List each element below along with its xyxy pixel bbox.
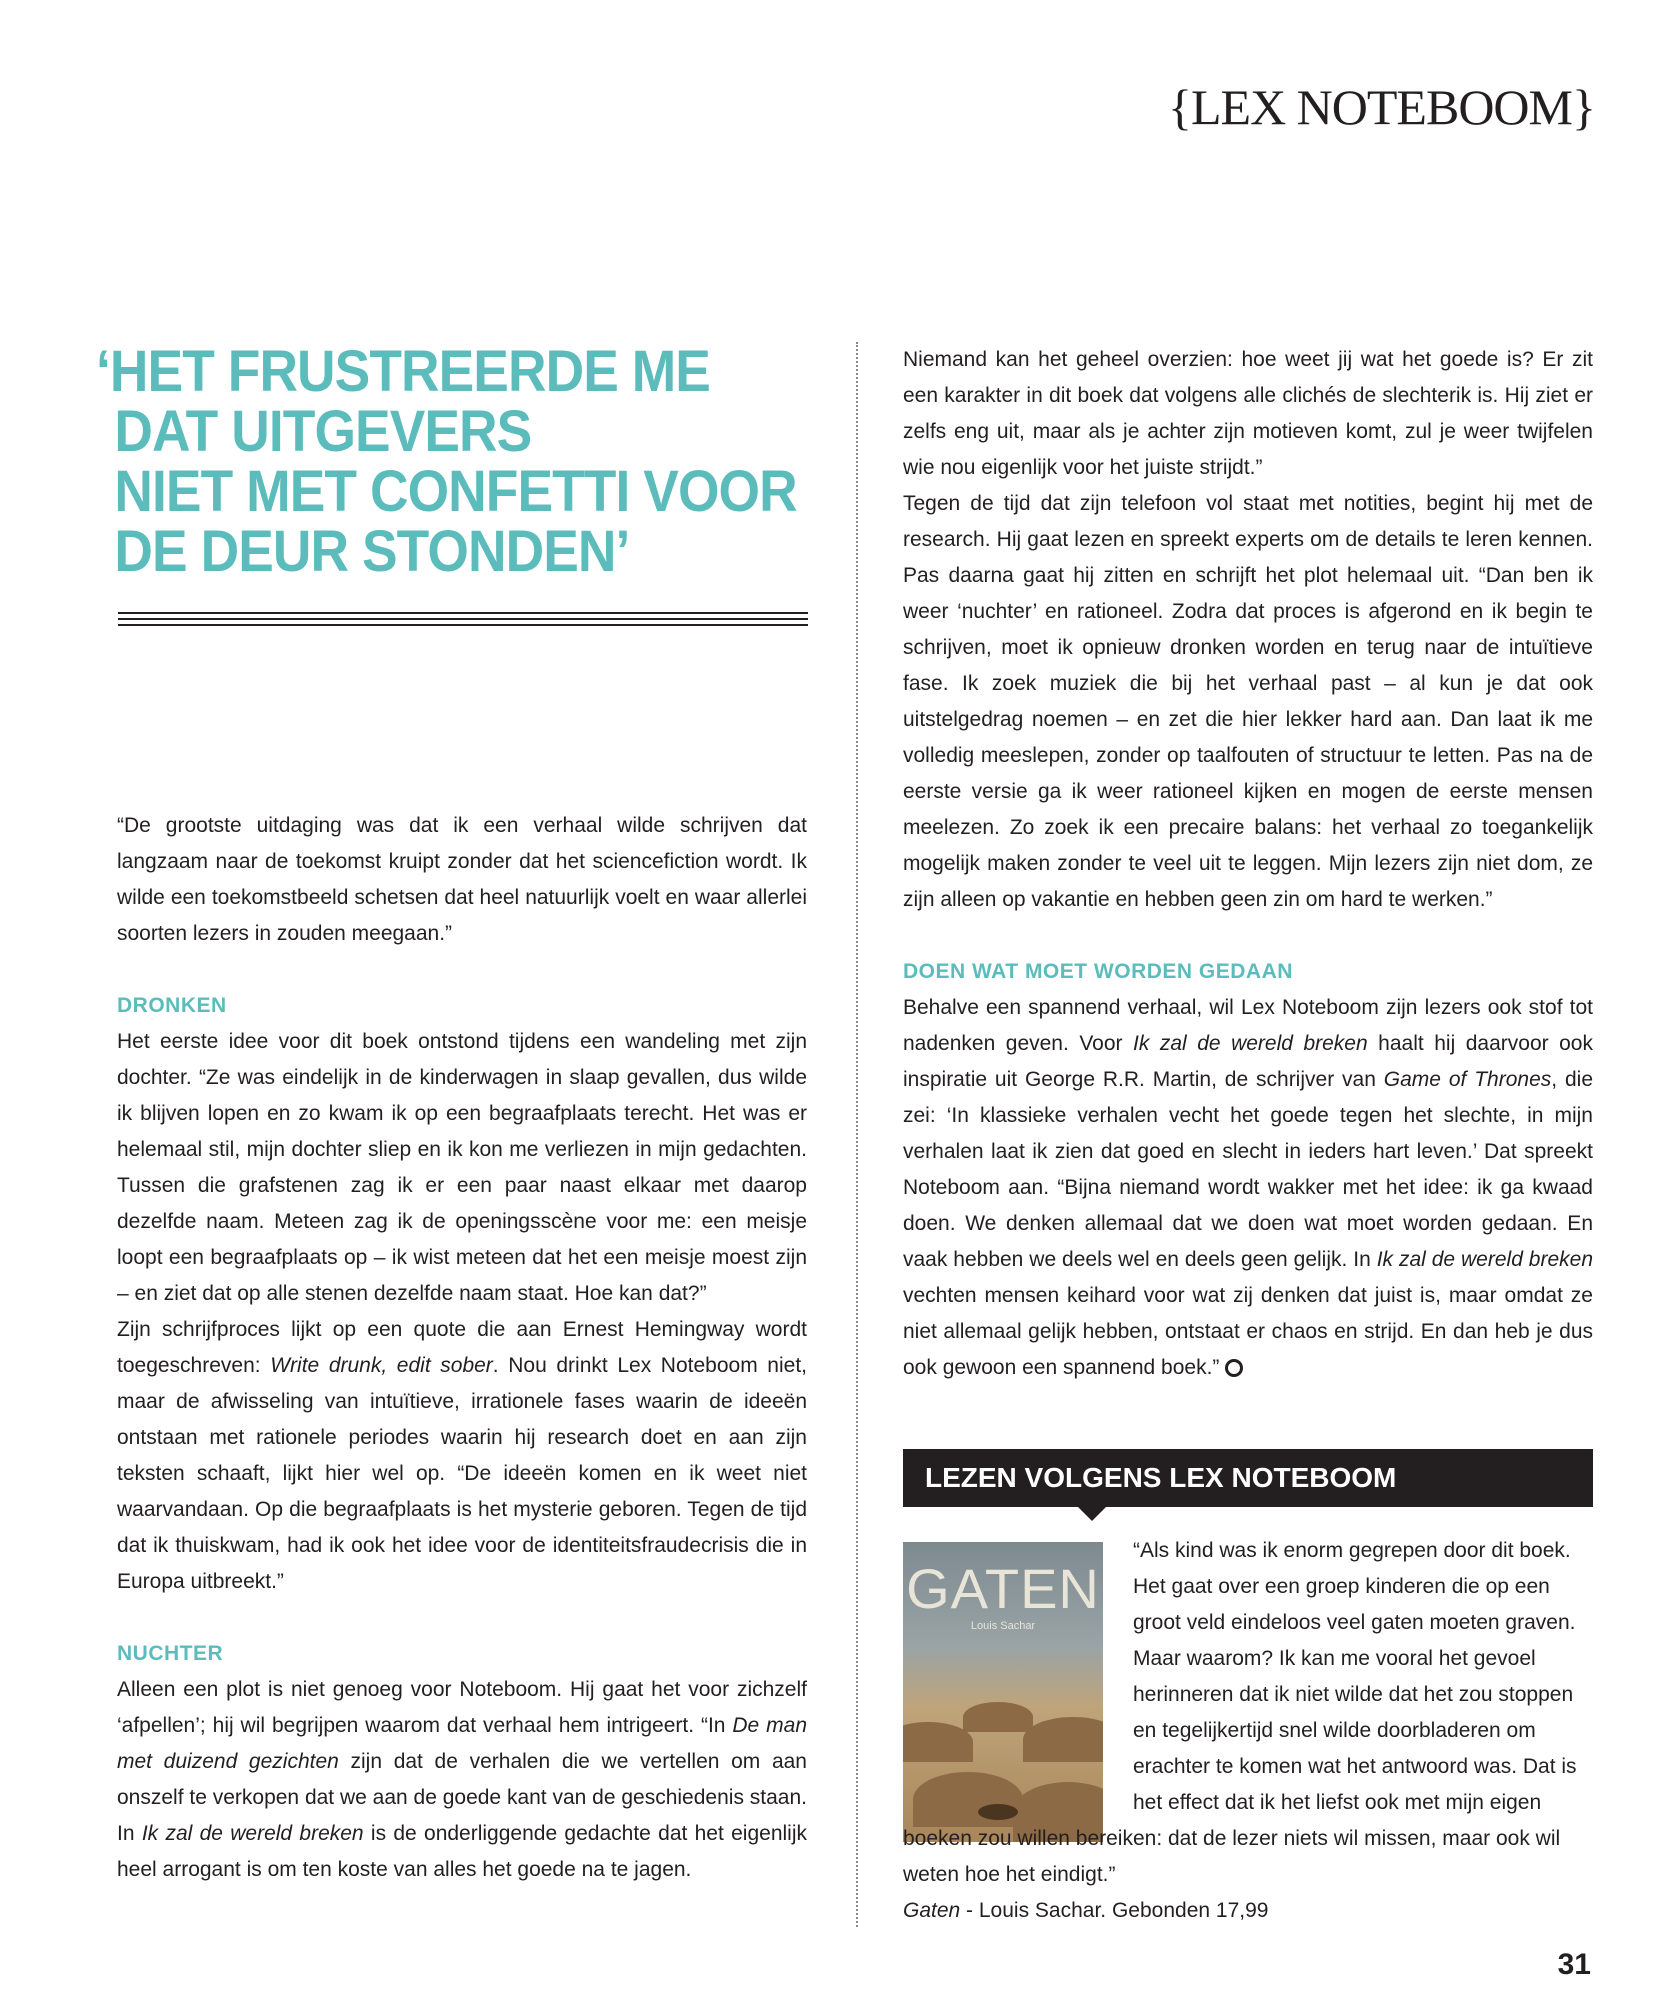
page-header: {LEX NOTEBOOM} [1167, 79, 1595, 135]
cover-title: GATEN [906, 1557, 1100, 1620]
right-column [903, 342, 1593, 1386]
text-run: is de onderliggende gedachte dat het eigenlijk heel arrogant is om ten koste van alles het goede na te jagen. [117, 1822, 807, 1881]
paragraph [117, 1312, 807, 1600]
text-run: , die zei: ‘In klassieke verhalen vecht het goede tegen het slechte, in mijn verhalen laat ik zien dat goed en slecht in ieders hart leven.’ Dat spreekt Noteboom aan. “Bijna niemand wordt wakker met het idee: ik ga kwaad doen. We denken allemaal dat we doen wat moet worden gedaan. En vaak hebben we deels wel en deels geen gelijk. In [903, 1068, 1594, 1271]
paragraph: Niemand kan het geheel overzien: hoe weet jij wat het goede is? Er zit een karakter in dit boek dat volgens alle clichés de slechterik is. Hij ziet er zelfs eng uit, maar als je achter zijn motieven komt, zul je weer twijfelen wie nou eigenlijk voor het juiste strijdt.” [903, 348, 1593, 479]
text-run: zijn dat de verhalen die we vertellen om aan onszelf te verkopen dat we aan de goede kant van de geschiedenis staan. In [117, 1750, 807, 1845]
text-run: haalt hij daarvoor ook inspiratie uit George R.R. Martin, de schrijver van [903, 1032, 1593, 1091]
cover-author: Louis Sachar [970, 1620, 1036, 1632]
subheading-dronken: DRONKEN [117, 994, 227, 1017]
italic-run: Ik zal de wereld breken [1376, 1248, 1593, 1271]
italic-run: De man met duizend gezichten [117, 1714, 807, 1773]
text-run: Behalve een spannend verhaal, wil Lex Noteboom zijn lezers ook stof tot nadenken geven. Voor [903, 996, 1593, 1055]
text-run: Alleen een plot is niet genoeg voor Noteboom. Hij gaat het voor zichzelf ‘afpellen’; hij wil begrijpen waarom dat verhaal hem intrigeert. “In [117, 1678, 807, 1737]
italic-run: Ik zal de wereld breken [1133, 1032, 1368, 1055]
pull-quote-line: NIET MET CONFETTI VOOR [114, 459, 797, 524]
book-details: - Louis Sachar. Gebonden 17,99 [960, 1899, 1269, 1922]
italic-run: Ik zal de wereld breken [141, 1822, 364, 1845]
text-run: vechten mensen keihard voor wat zij denken dat juist is, maar omdat ze niet allemaal gelijk hebben, ontstaat er chaos en strijd. En dan heb je dus ook gewoon een spannend boek.” [903, 1284, 1593, 1379]
rule-line [118, 612, 808, 614]
subheading-doen: DOEN WAT MOET WORDEN GEDAAN [903, 960, 1293, 983]
text-run: Zijn schrijfproces lijkt op een quote die aan Ernest Hemingway wordt toegeschreven: [117, 1318, 807, 1377]
rule-line [118, 624, 808, 626]
left-column [117, 808, 807, 1888]
paragraph: Tegen de tijd dat zijn telefoon vol staat met notities, begint hij met de research. Hij gaat lezen en spreekt experts om de details te leren kennen. Pas daarna gaat hij zitten en schrijft het plot helemaal uit. “Dan ben ik weer ‘nuchter’ en rationeel. Zodra dat proces is afgerond en ik begin te schrijven, moet ik opnieuw dronken worden en terug naar de intuïtieve fase. Ik zoek muziek die bij het verhaal past – al kun je dat ook uitstelgedrag noemen – en zet die hier lekker hard aan. Dan laat ik me volledig meeslepen, zonder op taalfouten of structuur te letten. Pas na de eerste versie ga ik weer rationeel kijken en mogen de eerste mensen meelezen. Zo zoek ik een precaire balans: het verhaal zo toegankelijk mogelijk maken zonder te veel uit te leggen. Mijn lezers zijn niet dom, ze zijn alleen op vakantie en hebben geen zin om hard te werken.” [903, 492, 1593, 911]
text-run: . Nou drinkt Lex Noteboom niet, maar de afwisseling van intuïtieve, irrationele fases waarin de ideeën ontstaan met rationele periodes waarin hij research doet en aan zijn teksten schaaft, lijkt hier wel op. “De ideeën komen en ik weet niet waarvandaan. Op die begraafplaats is het mysterie geboren. Tegen de tijd dat ik thuiskwam, had ik ook het idee voor de identiteitsfraudecrisis die in Europa uitbreekt.” [117, 1354, 807, 1593]
rule-line [118, 618, 808, 620]
box-quote: “Als kind was ik enorm gegrepen door dit boek. Het gaat over een groep kinderen die op een groot veld eindeloos veel gaten moeten graven. Maar waarom? Ik kan me vooral het gevoel herinneren dat ik niet wilde dat het zou stoppen en tegelijkertijd snel wilde doorbladeren om erachter te komen wat het antwoord was. Dat is het effect dat ik het liefst ook met mijn eigen boeken zou willen bereiken: dat de lezer niets wil missen, maar ook wil weten hoe het eindigt.” [903, 1539, 1577, 1886]
pull-quote-line: DE DEUR STONDEN’ [114, 519, 630, 584]
page-number: 31 [1557, 1948, 1591, 1981]
italic-run: Game of Thrones [1383, 1068, 1552, 1091]
pull-quote-rules [118, 612, 808, 630]
pull-quote-line: ‘HET FRUSTREERDE ME [96, 339, 710, 404]
sidebar-box-title: LEZEN VOLGENS LEX NOTEBOOM [903, 1449, 1593, 1507]
book-info [903, 1893, 1593, 1929]
book-title: Gaten [903, 1899, 961, 1922]
intro-paragraph: “De grootste uitdaging was dat ik een verhaal wilde schrijven dat langzaam naar de toekomst kruipt zonder dat het sciencefiction wordt. Ik wilde een toekomstbeeld schetsen dat heel natuurlijk voelt en waar allerlei soorten lezers in zouden meegaan.” [117, 814, 807, 945]
end-mark-icon [1225, 1359, 1243, 1377]
subheading-nuchter: NUCHTER [117, 1642, 224, 1665]
paragraph: Het eerste idee voor dit boek ontstond tijdens een wandeling met zijn dochter. “Ze was eindelijk in de kinderwagen in slaap gevallen, dus wilde ik blijven lopen en zo kwam ik op een begraafplaats terecht. Het was er helemaal stil, mijn dochter sliep en ik kon me verliezen in mijn gedachten. Tussen die grafstenen zag ik er een paar naast elkaar met daarop dezelfde naam. Meteen zag ik de openingsscène voor me: een meisje loopt een begraafplaats op – ik wist meteen dat het een meisje moest zijn – en ziet dat op alle stenen dezelfde naam staat. Hoe kan dat?” [117, 1030, 807, 1305]
paragraph [903, 990, 1593, 1386]
column-divider [856, 342, 858, 1927]
pull-quote-line: DAT UITGEVERS [114, 399, 532, 464]
pull-quote [96, 339, 797, 584]
box-pointer-icon [1078, 1507, 1106, 1521]
cover-spacer [903, 1533, 1133, 1813]
paragraph [117, 1672, 807, 1888]
sidebar-box-text [903, 1533, 1593, 1929]
italic-run: Write drunk, edit sober [270, 1354, 493, 1377]
